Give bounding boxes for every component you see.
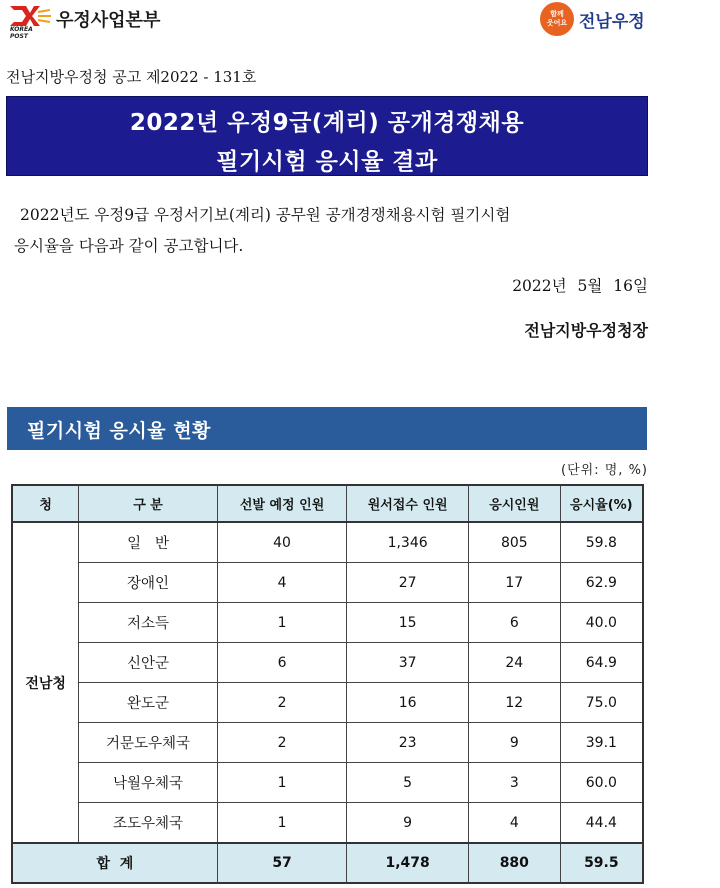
applied-cell: 9 — [347, 803, 469, 844]
korea-post-logo — [8, 4, 160, 38]
applied-cell: 23 — [347, 723, 469, 763]
planned-cell: 2 — [217, 683, 347, 723]
header-rate: 응시율(%) — [560, 485, 643, 522]
rate-cell: 39.1 — [560, 723, 643, 763]
regional-name: 전남우정 — [579, 11, 645, 32]
table-row — [12, 683, 643, 723]
applied-cell: 16 — [347, 683, 469, 723]
rate-cell: 62.9 — [560, 563, 643, 603]
table-row — [12, 522, 643, 563]
table-row — [12, 563, 643, 603]
notice-date: 2022년 5월 16일 — [512, 277, 648, 295]
body-line1: 2022년도 우정9급 우정서기보(계리) 공무원 공개경쟁채용시험 필기시험 — [20, 206, 511, 224]
planned-cell: 1 — [217, 763, 347, 803]
planned-cell: 1 — [217, 803, 347, 844]
attended-cell: 805 — [468, 522, 560, 563]
planned-cell: 40 — [217, 522, 347, 563]
notice-number: 전남지방우정청 공고 제2022 - 131호 — [6, 68, 257, 86]
title-banner — [6, 96, 648, 176]
signer: 전남지방우정청장 — [524, 321, 648, 340]
section-title: 필기시험 응시율 현황 — [27, 420, 211, 442]
category-cell: 완도군 — [79, 683, 218, 723]
total-rate: 59.5 — [560, 843, 643, 883]
applied-cell: 15 — [347, 603, 469, 643]
title-line2: 필기시험 응시율 결과 — [216, 149, 438, 175]
total-label: 합 계 — [12, 843, 217, 883]
rate-cell: 75.0 — [560, 683, 643, 723]
rate-cell: 40.0 — [560, 603, 643, 643]
planned-cell: 6 — [217, 643, 347, 683]
total-applied: 1,478 — [347, 843, 469, 883]
header-planned: 선발 예정 인원 — [217, 485, 347, 522]
korea-post-logo-icon — [8, 4, 52, 38]
applied-cell: 37 — [347, 643, 469, 683]
table-row — [12, 723, 643, 763]
category-cell: 장애인 — [79, 563, 218, 603]
jeonnam-post-logo — [540, 2, 645, 36]
table-row — [12, 643, 643, 683]
attended-cell: 17 — [468, 563, 560, 603]
title-line1: 2022년 우정9급(계리) 공개경쟁채용 — [129, 110, 525, 136]
category-cell: 저소득 — [79, 603, 218, 643]
attended-cell: 3 — [468, 763, 560, 803]
rate-cell: 64.9 — [560, 643, 643, 683]
category-cell: 거문도우체국 — [79, 723, 218, 763]
category-cell: 신안군 — [79, 643, 218, 683]
rate-cell: 60.0 — [560, 763, 643, 803]
header-applied: 원서접수 인원 — [347, 485, 469, 522]
badge-line2: 웃어요 — [546, 19, 568, 27]
notice-body — [14, 200, 654, 262]
total-planned: 57 — [217, 843, 347, 883]
table-header-row — [12, 485, 643, 522]
attended-cell: 12 — [468, 683, 560, 723]
body-line2: 응시율을 다음과 같이 공고합니다. — [14, 237, 244, 255]
org-name: 우정사업본부 — [56, 10, 161, 31]
attended-cell: 4 — [468, 803, 560, 844]
applied-cell: 1,346 — [347, 522, 469, 563]
results-table — [11, 484, 644, 884]
header-org: 청 — [12, 485, 79, 522]
smile-badge-icon — [540, 2, 574, 36]
attended-cell: 24 — [468, 643, 560, 683]
table-row — [12, 763, 643, 803]
rate-cell: 59.8 — [560, 522, 643, 563]
table-row — [12, 803, 643, 844]
rate-cell: 44.4 — [560, 803, 643, 844]
org-cell: 전남청 — [12, 522, 79, 843]
applied-cell: 5 — [347, 763, 469, 803]
applied-cell: 27 — [347, 563, 469, 603]
section-header — [7, 407, 647, 450]
table-row — [12, 603, 643, 643]
category-cell: 조도우체국 — [79, 803, 218, 844]
korea-post-wordmark: KOREA POST — [10, 26, 33, 40]
attended-cell: 9 — [468, 723, 560, 763]
category-cell: 일 반 — [79, 522, 218, 563]
header-attended: 응시인원 — [468, 485, 560, 522]
planned-cell: 1 — [217, 603, 347, 643]
total-attended: 880 — [468, 843, 560, 883]
attended-cell: 6 — [468, 603, 560, 643]
total-row — [12, 843, 643, 883]
header-category: 구 분 — [79, 485, 218, 522]
category-cell: 낙월우체국 — [79, 763, 218, 803]
planned-cell: 4 — [217, 563, 347, 603]
planned-cell: 2 — [217, 723, 347, 763]
badge-line1: 함께 — [550, 10, 564, 18]
unit-label: (단위: 명, %) — [561, 463, 648, 478]
